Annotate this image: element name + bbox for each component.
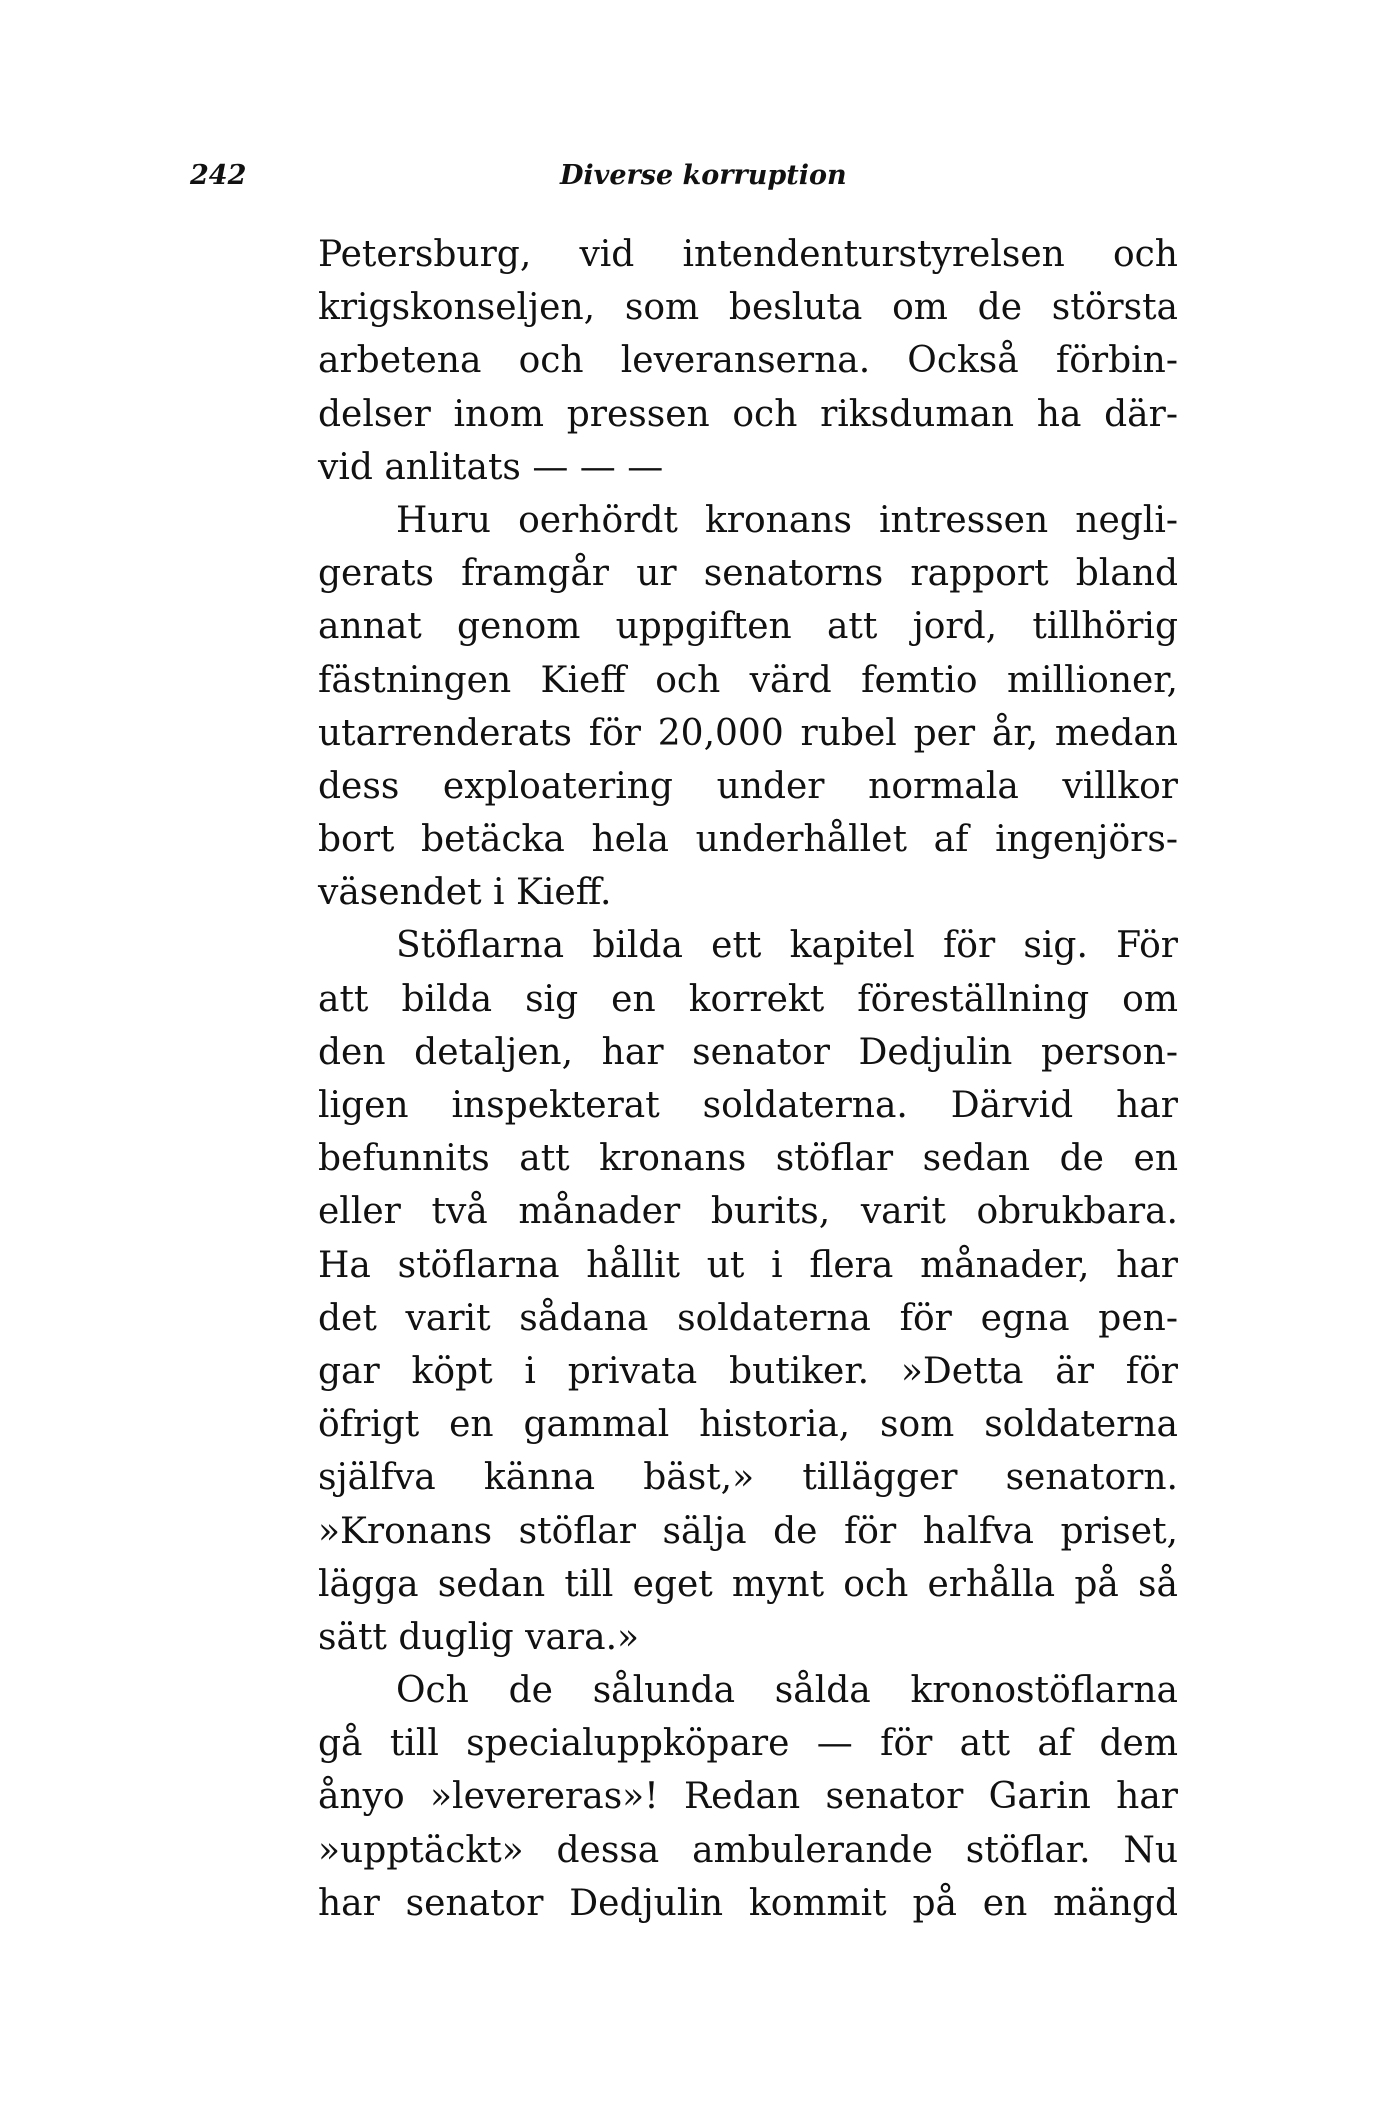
text-line: själfva känna bäst,» tillägger senatorn. [318, 1457, 1178, 1499]
running-title: Diverse korruption [560, 160, 847, 191]
text-line: bort betäcka hela underhållet af ingenjörs- [318, 819, 1178, 861]
text-line: »upptäckt» dessa ambulerande stöflar. Nu [318, 1829, 1178, 1871]
text-line: gar köpt i privata butiker. »Detta är för [318, 1350, 1178, 1392]
text-line: annat genom uppgiften att jord, tillhörig [318, 606, 1178, 648]
text-line: »Kronans stöflar sälja de för halfva priset, [318, 1510, 1178, 1552]
text-line: utarrenderats för 20,000 rubel per år, medan [318, 712, 1178, 754]
text-line: Petersburg, vid intendenturstyrelsen och [318, 234, 1178, 275]
text-line: dess exploatering under normala villkor [318, 765, 1178, 807]
text-line: fästningen Kieff och värd femtio millioner, [318, 659, 1178, 701]
text-line: lägga sedan till eget mynt och erhålla på så [318, 1563, 1178, 1605]
text-line: den detaljen, har senator Dedjulin person- [318, 1031, 1178, 1073]
body-text [318, 228, 1178, 1930]
page-number: 242 [190, 160, 247, 191]
text-line: krigskonseljen, som besluta om de största [318, 287, 1178, 329]
text-line: öfrigt en gammal historia, som soldaterna [318, 1404, 1178, 1446]
text-line: sätt duglig vara.» [318, 1616, 640, 1658]
text-line: eller två månader burits, varit obrukbara. [318, 1191, 1178, 1233]
paragraph-start-line: Och de sålunda sålda kronostöflarna [396, 1670, 1178, 1712]
paragraph-start-line: Huru oerhördt kronans intressen negli- [396, 499, 1178, 541]
text-line: gå till specialuppköpare — för att af dem [318, 1723, 1178, 1765]
text-line: väsendet i Kieff. [318, 872, 612, 914]
text-line: det varit sådana soldaterna för egna pen- [318, 1297, 1178, 1339]
text-line: ligen inspekterat soldaterna. Därvid har [318, 1085, 1178, 1126]
text-line: delser inom pressen och riksduman ha där- [318, 393, 1178, 435]
text-line: att bilda sig en korrekt föreställning om [318, 978, 1178, 1020]
text-line: vid anlitats — — — [318, 446, 664, 488]
text-line: arbetena och leveranserna. Också förbin- [318, 340, 1178, 382]
text-line: har senator Dedjulin kommit på en mängd [318, 1882, 1178, 1924]
text-line: Ha stöflarna hållit ut i flera månader, har [318, 1244, 1178, 1286]
text-line: gerats framgår ur senatorns rapport bland [318, 553, 1178, 595]
paragraph-start-line: Stöflarna bilda ett kapitel för sig. För [396, 925, 1178, 967]
text-line: ånyo »levereras»! Redan senator Garin har [318, 1776, 1178, 1818]
text-line: befunnits att kronans stöflar sedan de en [318, 1138, 1178, 1180]
running-head [0, 160, 1400, 200]
